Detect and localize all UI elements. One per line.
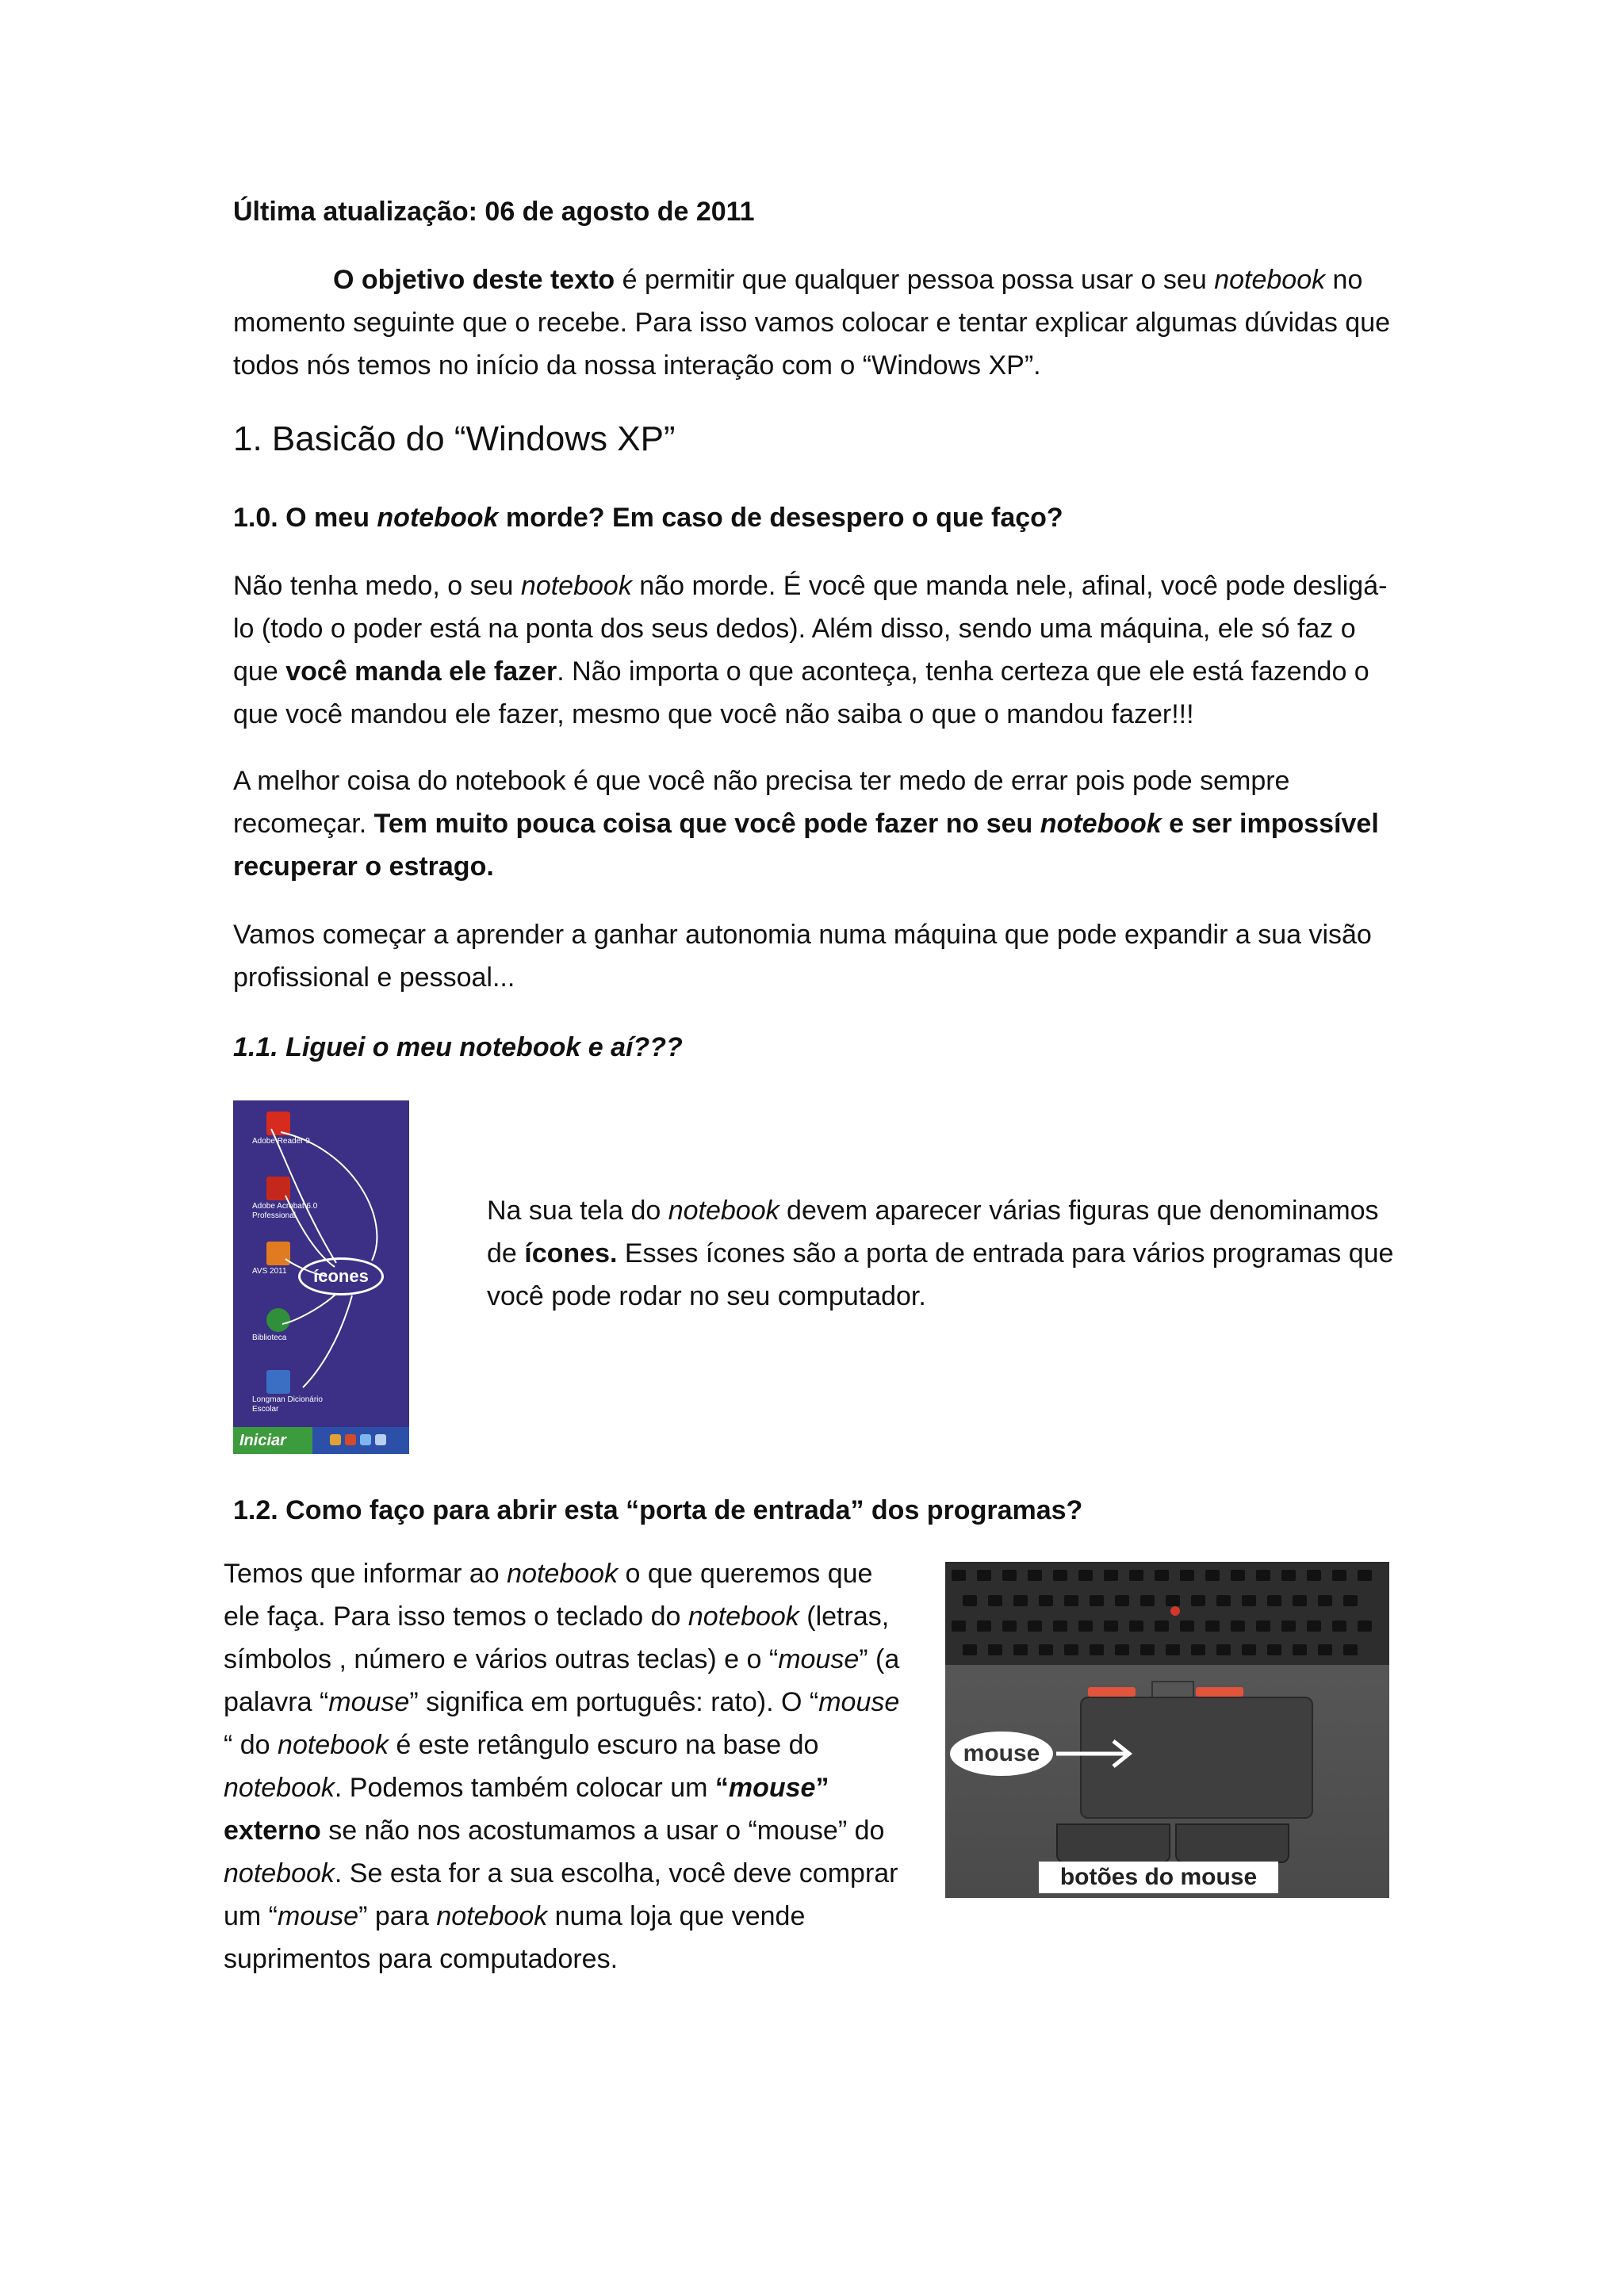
desktop-icons-screenshot: [233, 1100, 409, 1454]
intro-paragraph: O objetivo deste texto é permitir que qualquer pessoa possa usar o seu notebook no momento seguinte que o recebe. Para isso vamos colocar e tentar explicar algumas dúvidas que todos nós temos no início da nossa interação com o “Windows XP”.: [233, 265, 1391, 381]
section-title: 1. Basicão do “Windows XP”: [233, 419, 676, 458]
icons-callout: ícones: [298, 1257, 384, 1295]
last-update: Última atualização: 06 de agosto de 2011: [233, 197, 755, 227]
taskbar: [233, 1427, 409, 1454]
heading-1-2: 1.2. Como faço para abrir esta “porta de entrada” dos programas?: [233, 1495, 1083, 1525]
paragraph-1-0-c: Vamos começar a aprender a ganhar autonomia numa máquina que pode expandir a sua visão profissional e pessoal...: [233, 920, 1372, 993]
heading-1-1: 1.1. Liguei o meu notebook e aí???: [233, 1032, 683, 1062]
arrow-icon: [945, 1562, 1389, 1898]
biblioteca-desktop-icon: Biblioteca: [252, 1308, 347, 1343]
paragraph-1-2: Temos que informar ao notebook o que queremos que ele faça. Para isso temos o teclado do notebook (letras, símbolos , número e vários outras teclas) e o “mouse” (a palavra “mouse” significa em português: rato). O “mouse “ do notebook é este retângulo escuro na base do notebook. Podemos também colocar um “mouse” externo se não nos acostumamos a usar o “mouse” do notebook. Se esta for a sua escolha, você deve comprar um “mouse” para notebook numa loja que vende suprimentos para computadores.: [224, 1559, 900, 1974]
longman-desktop-icon: Longman Dicionário Escolar: [252, 1370, 347, 1414]
adobe-acrobat-desktop-icon: Adobe Acrobat 6.0 Professional: [252, 1177, 347, 1221]
start-button: Iniciar: [233, 1427, 312, 1454]
mouse-buttons-label: botões do mouse: [1039, 1862, 1278, 1893]
quick-launch: [330, 1434, 403, 1447]
paragraph-1-1: Na sua tela do notebook devem aparecer várias figuras que denominamos de ícones. Esses ícones são a porta de entrada para vários programas que você pode rodar no seu computador.: [487, 1196, 1394, 1311]
adobe-reader-desktop-icon: Adobe Reader 9: [252, 1112, 347, 1146]
paragraph-1-0-b: A melhor coisa do notebook é que você não precisa ter medo de errar pois pode sempre recomeçar. Tem muito pouca coisa que você pode fazer no seu notebook e ser impossível recuperar o estrago.: [233, 766, 1379, 882]
mouse-label: mouse: [950, 1732, 1053, 1776]
touchpad-photo: [945, 1562, 1389, 1898]
avs-desktop-icon: AVS 2011: [252, 1242, 347, 1276]
paragraph-1-0-a: Não tenha medo, o seu notebook não morde. É você que manda nele, afinal, você pode desligá-lo (todo o poder está na ponta dos seus dedos). Além disso, sendo uma máquina, ele só faz o que você manda ele fazer. Não importa o que aconteça, tenha certeza que ele está fazendo o que você mandou ele fazer, mesmo que você não saiba o que o mandou fazer!!!: [233, 571, 1388, 729]
heading-1-0: 1.0. O meu notebook morde? Em caso de desespero o que faço?: [233, 503, 1063, 533]
